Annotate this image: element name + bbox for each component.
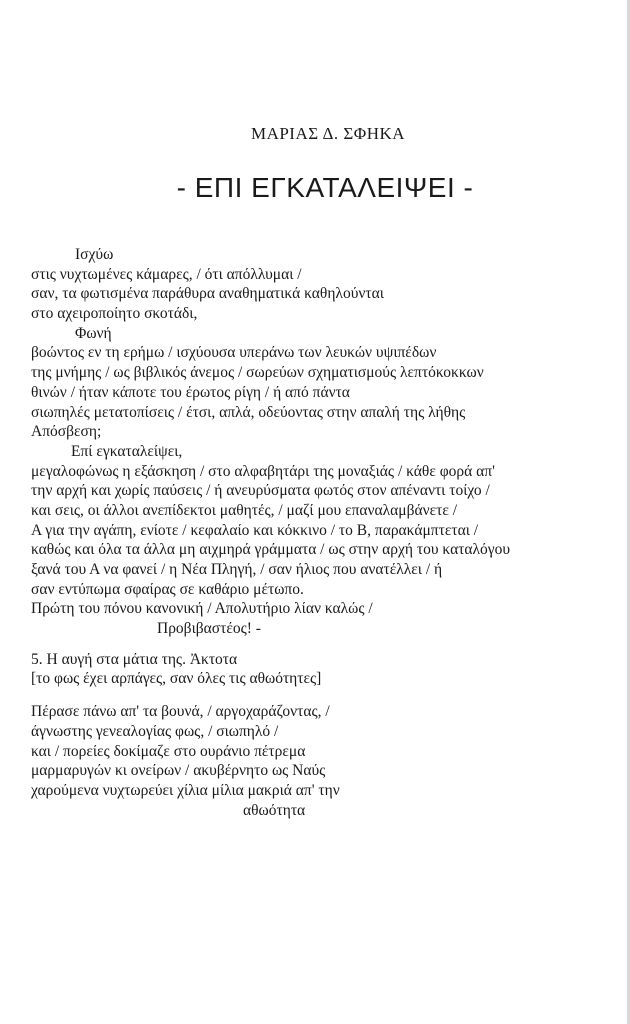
poem-line: καθώς και όλα τα άλλα μη αιχμηρά γράμματα / ως στην αρχή του καταλόγου bbox=[31, 541, 511, 559]
closing-line: χαρούμενα νυχτωρεύει χίλια μίλια μακριά απ' την bbox=[31, 781, 340, 799]
poem-line: και σεις, οι άλλοι ανεπίδεκτοι μαθητές, / μαζί μου επαναλαμβάνετε / bbox=[31, 501, 458, 519]
poem-line: Προβιβαστέος! - bbox=[157, 620, 261, 638]
poem-line: Ισχύω bbox=[75, 246, 114, 263]
epigraph-line: [το φως έχει αρπάγες, σαν όλες τις αθωότητες] bbox=[31, 670, 322, 688]
closing-line: αθωότητα bbox=[243, 801, 306, 819]
poem-line: σιωπηλές μετατοπίσεις / έτσι, απλά, οδεύοντας στην απαλή της λήθης bbox=[31, 403, 466, 421]
closing-line: και / πορείες δοκίμαζε στο ουράνιο πέτρεμα bbox=[31, 742, 306, 760]
poem-line: σαν, τα φωτισμένα παράθυρα αναθηματικά καθηλούνται bbox=[31, 285, 384, 303]
poem-title: - ΕΠΙ ΕΓΚΑΤΑΛΕΙΨΕΙ - bbox=[176, 172, 474, 203]
poem-line: βοώντος εν τη ερήμω / ισχύουσα υπεράνω των λευκών υψιπέδων bbox=[31, 344, 437, 362]
closing-line: μαρμαρυγών κι ονείρων / ακυβέρνητο ως Ναύς bbox=[31, 762, 326, 780]
poem-line: Επί εγκαταλείψει, bbox=[71, 442, 183, 460]
closing-line: Πέρασε πάνω απ' τα βουνά, / αργοχαράζοντας, / bbox=[31, 703, 330, 721]
author-heading: ΜΑΡΙΑΣ Δ. ΣΦΗΚΑ bbox=[250, 124, 406, 143]
poem-line: θινών / ήταν κάποτε του έρωτος ρίγη / ή από πάντα bbox=[31, 383, 350, 401]
poem-line: στο αχειροποίητο σκοτάδι, bbox=[31, 305, 198, 323]
poem-line: στις νυχτωμένες κάμαρες, / ότι απόλλυμαι / bbox=[31, 265, 302, 283]
epigraph-line: 5. Η αυγή στα μάτια της. Ἀκτοτα bbox=[31, 650, 238, 668]
poem-line: ξανά του Α να φανεί / η Νέα Πληγή, / σαν ήλιος που ανατέλλει / ή bbox=[31, 561, 443, 578]
poem-line: Α για την αγάπη, ενίοτε / κεφαλαίο και κόκκινο / το Β, παρακάμπτεται / bbox=[31, 521, 479, 539]
poem-line: Φωνή bbox=[75, 324, 112, 342]
poem-line: την αρχή και χωρίς παύσεις / ή ανευρύσματα φωτός στον απέναντι τοίχο / bbox=[31, 482, 490, 500]
poem-line: της μνήμης / ως βιβλικός άνεμος / σωρεύων σχηματισμούς λεπτόκοκκων bbox=[31, 364, 484, 382]
poem-line: μεγαλοφώνως η εξάσκηση / στο αλφαβητάρι της μοναξιάς / κάθε φορά απ' bbox=[31, 462, 495, 480]
poem-body bbox=[31, 245, 621, 820]
poem-line: Πρώτη του πόνου κανονική / Απολυτήριο λίαν καλώς / bbox=[31, 600, 373, 618]
closing-line: άγνωστης γενεαλογίας φως, / σιωπηλό / bbox=[31, 722, 279, 740]
poem-line: Απόσβεση; bbox=[31, 423, 102, 441]
poem-line: σαν εντύπωμα σφαίρας σε καθάριο μέτωπο. bbox=[31, 580, 304, 598]
